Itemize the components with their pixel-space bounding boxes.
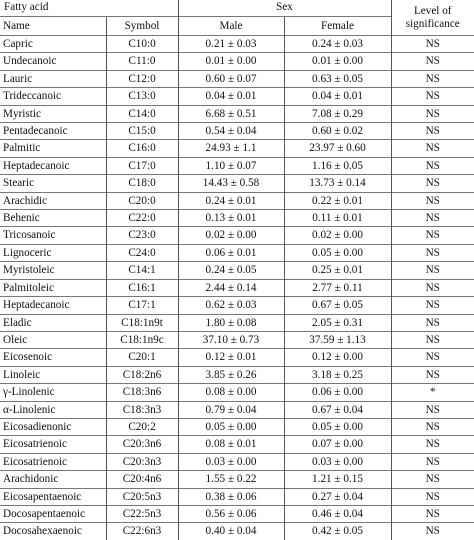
table-row bbox=[0, 36, 474, 53]
table-header bbox=[0, 0, 474, 36]
cell-female: 0.60 ± 0.02 bbox=[284, 123, 391, 140]
cell-significance: NS bbox=[391, 53, 474, 70]
cell-female: 0.67 ± 0.05 bbox=[284, 297, 391, 314]
cell-significance: NS bbox=[391, 227, 474, 244]
table-row bbox=[0, 314, 474, 331]
cell-significance: NS bbox=[391, 523, 474, 540]
cell-name: Arachidonic bbox=[0, 471, 106, 488]
table-row bbox=[0, 227, 474, 244]
table-row bbox=[0, 471, 474, 488]
table-row bbox=[0, 192, 474, 209]
cell-symbol: C18:1n9t bbox=[106, 314, 178, 331]
header-fatty-acid: Fatty acid bbox=[4, 1, 49, 13]
cell-name: Palmitic bbox=[0, 140, 106, 157]
table-row bbox=[0, 488, 474, 505]
cell-symbol: C18:0 bbox=[106, 175, 178, 192]
cell-female: 0.01 ± 0.00 bbox=[284, 53, 391, 70]
cell-symbol: C20:3n6 bbox=[106, 436, 178, 453]
cell-female: 0.46 ± 0.04 bbox=[284, 505, 391, 522]
table-row bbox=[0, 401, 474, 418]
table-row bbox=[0, 523, 474, 540]
cell-name: γ-Linolenic bbox=[0, 384, 106, 401]
cell-female: 0.42 ± 0.05 bbox=[284, 523, 391, 540]
cell-name: Eicosenoic bbox=[0, 349, 106, 366]
cell-male: 0.05 ± 0.00 bbox=[178, 418, 284, 435]
cell-significance: NS bbox=[391, 436, 474, 453]
cell-name: Behenic bbox=[0, 210, 106, 227]
cell-symbol: C22:0 bbox=[106, 210, 178, 227]
cell-male: 37.10 ± 0.73 bbox=[178, 331, 284, 348]
cell-name: Eicosadienonic bbox=[0, 418, 106, 435]
cell-symbol: C18:3n6 bbox=[106, 384, 178, 401]
cell-male: 6.68 ± 0.51 bbox=[178, 105, 284, 122]
table-row bbox=[0, 140, 474, 157]
cell-significance: NS bbox=[391, 157, 474, 174]
cell-name: Eicosatrienoic bbox=[0, 436, 106, 453]
cell-symbol: C23:0 bbox=[106, 227, 178, 244]
cell-female: 0.67 ± 0.04 bbox=[284, 401, 391, 418]
cell-male: 0.56 ± 0.06 bbox=[178, 505, 284, 522]
table-row bbox=[0, 418, 474, 435]
table-row bbox=[0, 331, 474, 348]
cell-symbol: C17:0 bbox=[106, 157, 178, 174]
cell-symbol: C16:1 bbox=[106, 279, 178, 296]
cell-male: 0.60 ± 0.07 bbox=[178, 70, 284, 87]
cell-male: 0.62 ± 0.03 bbox=[178, 297, 284, 314]
cell-female: 0.12 ± 0.00 bbox=[284, 349, 391, 366]
cell-female: 37.59 ± 1.13 bbox=[284, 331, 391, 348]
cell-female: 0.07 ± 0.00 bbox=[284, 436, 391, 453]
cell-name: Eladic bbox=[0, 314, 106, 331]
table-row bbox=[0, 210, 474, 227]
cell-significance: NS bbox=[391, 36, 474, 53]
cell-female: 0.11 ± 0.01 bbox=[284, 210, 391, 227]
cell-name: Arachidic bbox=[0, 192, 106, 209]
cell-female: 3.18 ± 0.25 bbox=[284, 366, 391, 383]
cell-male: 0.21 ± 0.03 bbox=[178, 36, 284, 53]
cell-female: 0.05 ± 0.00 bbox=[284, 418, 391, 435]
cell-female: 0.24 ± 0.03 bbox=[284, 36, 391, 53]
table-body bbox=[0, 36, 474, 540]
cell-male: 0.24 ± 0.01 bbox=[178, 192, 284, 209]
cell-name: Lignoceric bbox=[0, 244, 106, 261]
cell-female: 0.63 ± 0.05 bbox=[284, 70, 391, 87]
cell-name: Stearic bbox=[0, 175, 106, 192]
cell-symbol: C20:1 bbox=[106, 349, 178, 366]
cell-significance: NS bbox=[391, 192, 474, 209]
table-row bbox=[0, 88, 474, 105]
cell-female: 7.08 ± 0.29 bbox=[284, 105, 391, 122]
cell-male: 0.01 ± 0.00 bbox=[178, 53, 284, 70]
cell-female: 23.97 ± 0.60 bbox=[284, 140, 391, 157]
cell-female: 0.06 ± 0.00 bbox=[284, 384, 391, 401]
table-row bbox=[0, 123, 474, 140]
cell-female: 0.04 ± 0.01 bbox=[284, 88, 391, 105]
cell-symbol: C11:0 bbox=[106, 53, 178, 70]
header-sex: Sex bbox=[178, 0, 391, 17]
cell-male: 1.80 ± 0.08 bbox=[178, 314, 284, 331]
cell-symbol: C14:1 bbox=[106, 262, 178, 279]
cell-symbol: C15:0 bbox=[106, 123, 178, 140]
cell-name: Pentadecanoic bbox=[0, 123, 106, 140]
cell-male: 2.44 ± 0.14 bbox=[178, 279, 284, 296]
header-female: Female bbox=[284, 17, 391, 36]
cell-symbol: C20:0 bbox=[106, 192, 178, 209]
table-row bbox=[0, 297, 474, 314]
cell-female: 0.27 ± 0.04 bbox=[284, 488, 391, 505]
cell-name: Myristoleic bbox=[0, 262, 106, 279]
table-row bbox=[0, 505, 474, 522]
cell-symbol: C20:4n6 bbox=[106, 471, 178, 488]
cell-male: 0.54 ± 0.04 bbox=[178, 123, 284, 140]
cell-male: 0.04 ± 0.01 bbox=[178, 88, 284, 105]
cell-significance: * bbox=[391, 384, 474, 401]
cell-male: 0.02 ± 0.00 bbox=[178, 227, 284, 244]
cell-symbol: C16:0 bbox=[106, 140, 178, 157]
header-male: Male bbox=[178, 17, 284, 36]
cell-female: 1.21 ± 0.15 bbox=[284, 471, 391, 488]
cell-female: 0.25 ± 0.01 bbox=[284, 262, 391, 279]
cell-significance: NS bbox=[391, 70, 474, 87]
cell-name: Docosapentaenoic bbox=[0, 505, 106, 522]
table-row bbox=[0, 105, 474, 122]
cell-male: 0.24 ± 0.05 bbox=[178, 262, 284, 279]
cell-significance: NS bbox=[391, 297, 474, 314]
cell-female: 13.73 ± 0.14 bbox=[284, 175, 391, 192]
cell-male: 0.08 ± 0.00 bbox=[178, 384, 284, 401]
cell-symbol: C22:5n3 bbox=[106, 505, 178, 522]
table-row bbox=[0, 262, 474, 279]
cell-symbol: C20:5n3 bbox=[106, 488, 178, 505]
cell-name: α-Linolenic bbox=[0, 401, 106, 418]
table-row bbox=[0, 279, 474, 296]
cell-male: 24.93 ± 1.1 bbox=[178, 140, 284, 157]
cell-name: Heptadecanoic bbox=[0, 297, 106, 314]
cell-symbol: C24:0 bbox=[106, 244, 178, 261]
header-level-of-significance: Level of significance bbox=[391, 0, 474, 36]
cell-name: Palmitoleic bbox=[0, 279, 106, 296]
cell-significance: NS bbox=[391, 88, 474, 105]
cell-significance: NS bbox=[391, 123, 474, 140]
cell-symbol: C20:3n3 bbox=[106, 453, 178, 470]
cell-male: 0.08 ± 0.01 bbox=[178, 436, 284, 453]
table-row bbox=[0, 366, 474, 383]
table-row bbox=[0, 349, 474, 366]
cell-name: Docosahexaenoic bbox=[0, 523, 106, 540]
cell-female: 0.05 ± 0.00 bbox=[284, 244, 391, 261]
cell-significance: NS bbox=[391, 401, 474, 418]
cell-significance: NS bbox=[391, 210, 474, 227]
cell-name: Trideccanoic bbox=[0, 88, 106, 105]
cell-female: 0.22 ± 0.01 bbox=[284, 192, 391, 209]
cell-significance: NS bbox=[391, 453, 474, 470]
cell-significance: NS bbox=[391, 366, 474, 383]
cell-significance: NS bbox=[391, 488, 474, 505]
table-row bbox=[0, 244, 474, 261]
cell-symbol: C20:2 bbox=[106, 418, 178, 435]
cell-male: 0.06 ± 0.01 bbox=[178, 244, 284, 261]
cell-female: 2.05 ± 0.31 bbox=[284, 314, 391, 331]
cell-male: 0.79 ± 0.04 bbox=[178, 401, 284, 418]
cell-symbol: C14:0 bbox=[106, 105, 178, 122]
cell-male: 3.85 ± 0.26 bbox=[178, 366, 284, 383]
table-row bbox=[0, 436, 474, 453]
cell-significance: NS bbox=[391, 418, 474, 435]
cell-female: 1.16 ± 0.05 bbox=[284, 157, 391, 174]
header-symbol: Symbol bbox=[106, 17, 178, 36]
cell-name: Tricosanoic bbox=[0, 227, 106, 244]
cell-significance: NS bbox=[391, 331, 474, 348]
table-row bbox=[0, 53, 474, 70]
cell-male: 14.43 ± 0.58 bbox=[178, 175, 284, 192]
cell-significance: NS bbox=[391, 244, 474, 261]
table-row bbox=[0, 384, 474, 401]
cell-name: Capric bbox=[0, 36, 106, 53]
table-row bbox=[0, 453, 474, 470]
cell-significance: NS bbox=[391, 105, 474, 122]
cell-symbol: C13:0 bbox=[106, 88, 178, 105]
cell-symbol: C18:3n3 bbox=[106, 401, 178, 418]
table-row bbox=[0, 175, 474, 192]
header-name: Name bbox=[0, 17, 106, 36]
cell-symbol: C12:0 bbox=[106, 70, 178, 87]
cell-male: 1.10 ± 0.07 bbox=[178, 157, 284, 174]
cell-significance: NS bbox=[391, 471, 474, 488]
cell-significance: NS bbox=[391, 349, 474, 366]
cell-symbol: C10:0 bbox=[106, 36, 178, 53]
cell-name: Undecanoic bbox=[0, 53, 106, 70]
cell-significance: NS bbox=[391, 140, 474, 157]
cell-significance: NS bbox=[391, 175, 474, 192]
cell-male: 0.40 ± 0.04 bbox=[178, 523, 284, 540]
cell-name: Lauric bbox=[0, 70, 106, 87]
cell-significance: NS bbox=[391, 262, 474, 279]
cell-name: Myristic bbox=[0, 105, 106, 122]
cell-male: 0.13 ± 0.01 bbox=[178, 210, 284, 227]
cell-female: 0.02 ± 0.00 bbox=[284, 227, 391, 244]
cell-significance: NS bbox=[391, 505, 474, 522]
cell-symbol: C18:2n6 bbox=[106, 366, 178, 383]
cell-male: 1.55 ± 0.22 bbox=[178, 471, 284, 488]
cell-significance: NS bbox=[391, 314, 474, 331]
cell-male: 0.12 ± 0.01 bbox=[178, 349, 284, 366]
cell-female: 0.03 ± 0.00 bbox=[284, 453, 391, 470]
cell-male: 0.38 ± 0.06 bbox=[178, 488, 284, 505]
cell-name: Eicosatrienoic bbox=[0, 453, 106, 470]
cell-name: Eicosapentaenoic bbox=[0, 488, 106, 505]
cell-symbol: C22:6n3 bbox=[106, 523, 178, 540]
cell-symbol: C18:1n9c bbox=[106, 331, 178, 348]
cell-male: 0.03 ± 0.00 bbox=[178, 453, 284, 470]
cell-female: 2.77 ± 0.11 bbox=[284, 279, 391, 296]
table-row bbox=[0, 70, 474, 87]
cell-name: Linoleic bbox=[0, 366, 106, 383]
cell-name: Oleic bbox=[0, 331, 106, 348]
cell-name: Heptadecanoic bbox=[0, 157, 106, 174]
table-row bbox=[0, 157, 474, 174]
cell-significance: NS bbox=[391, 279, 474, 296]
cell-symbol: C17:1 bbox=[106, 297, 178, 314]
